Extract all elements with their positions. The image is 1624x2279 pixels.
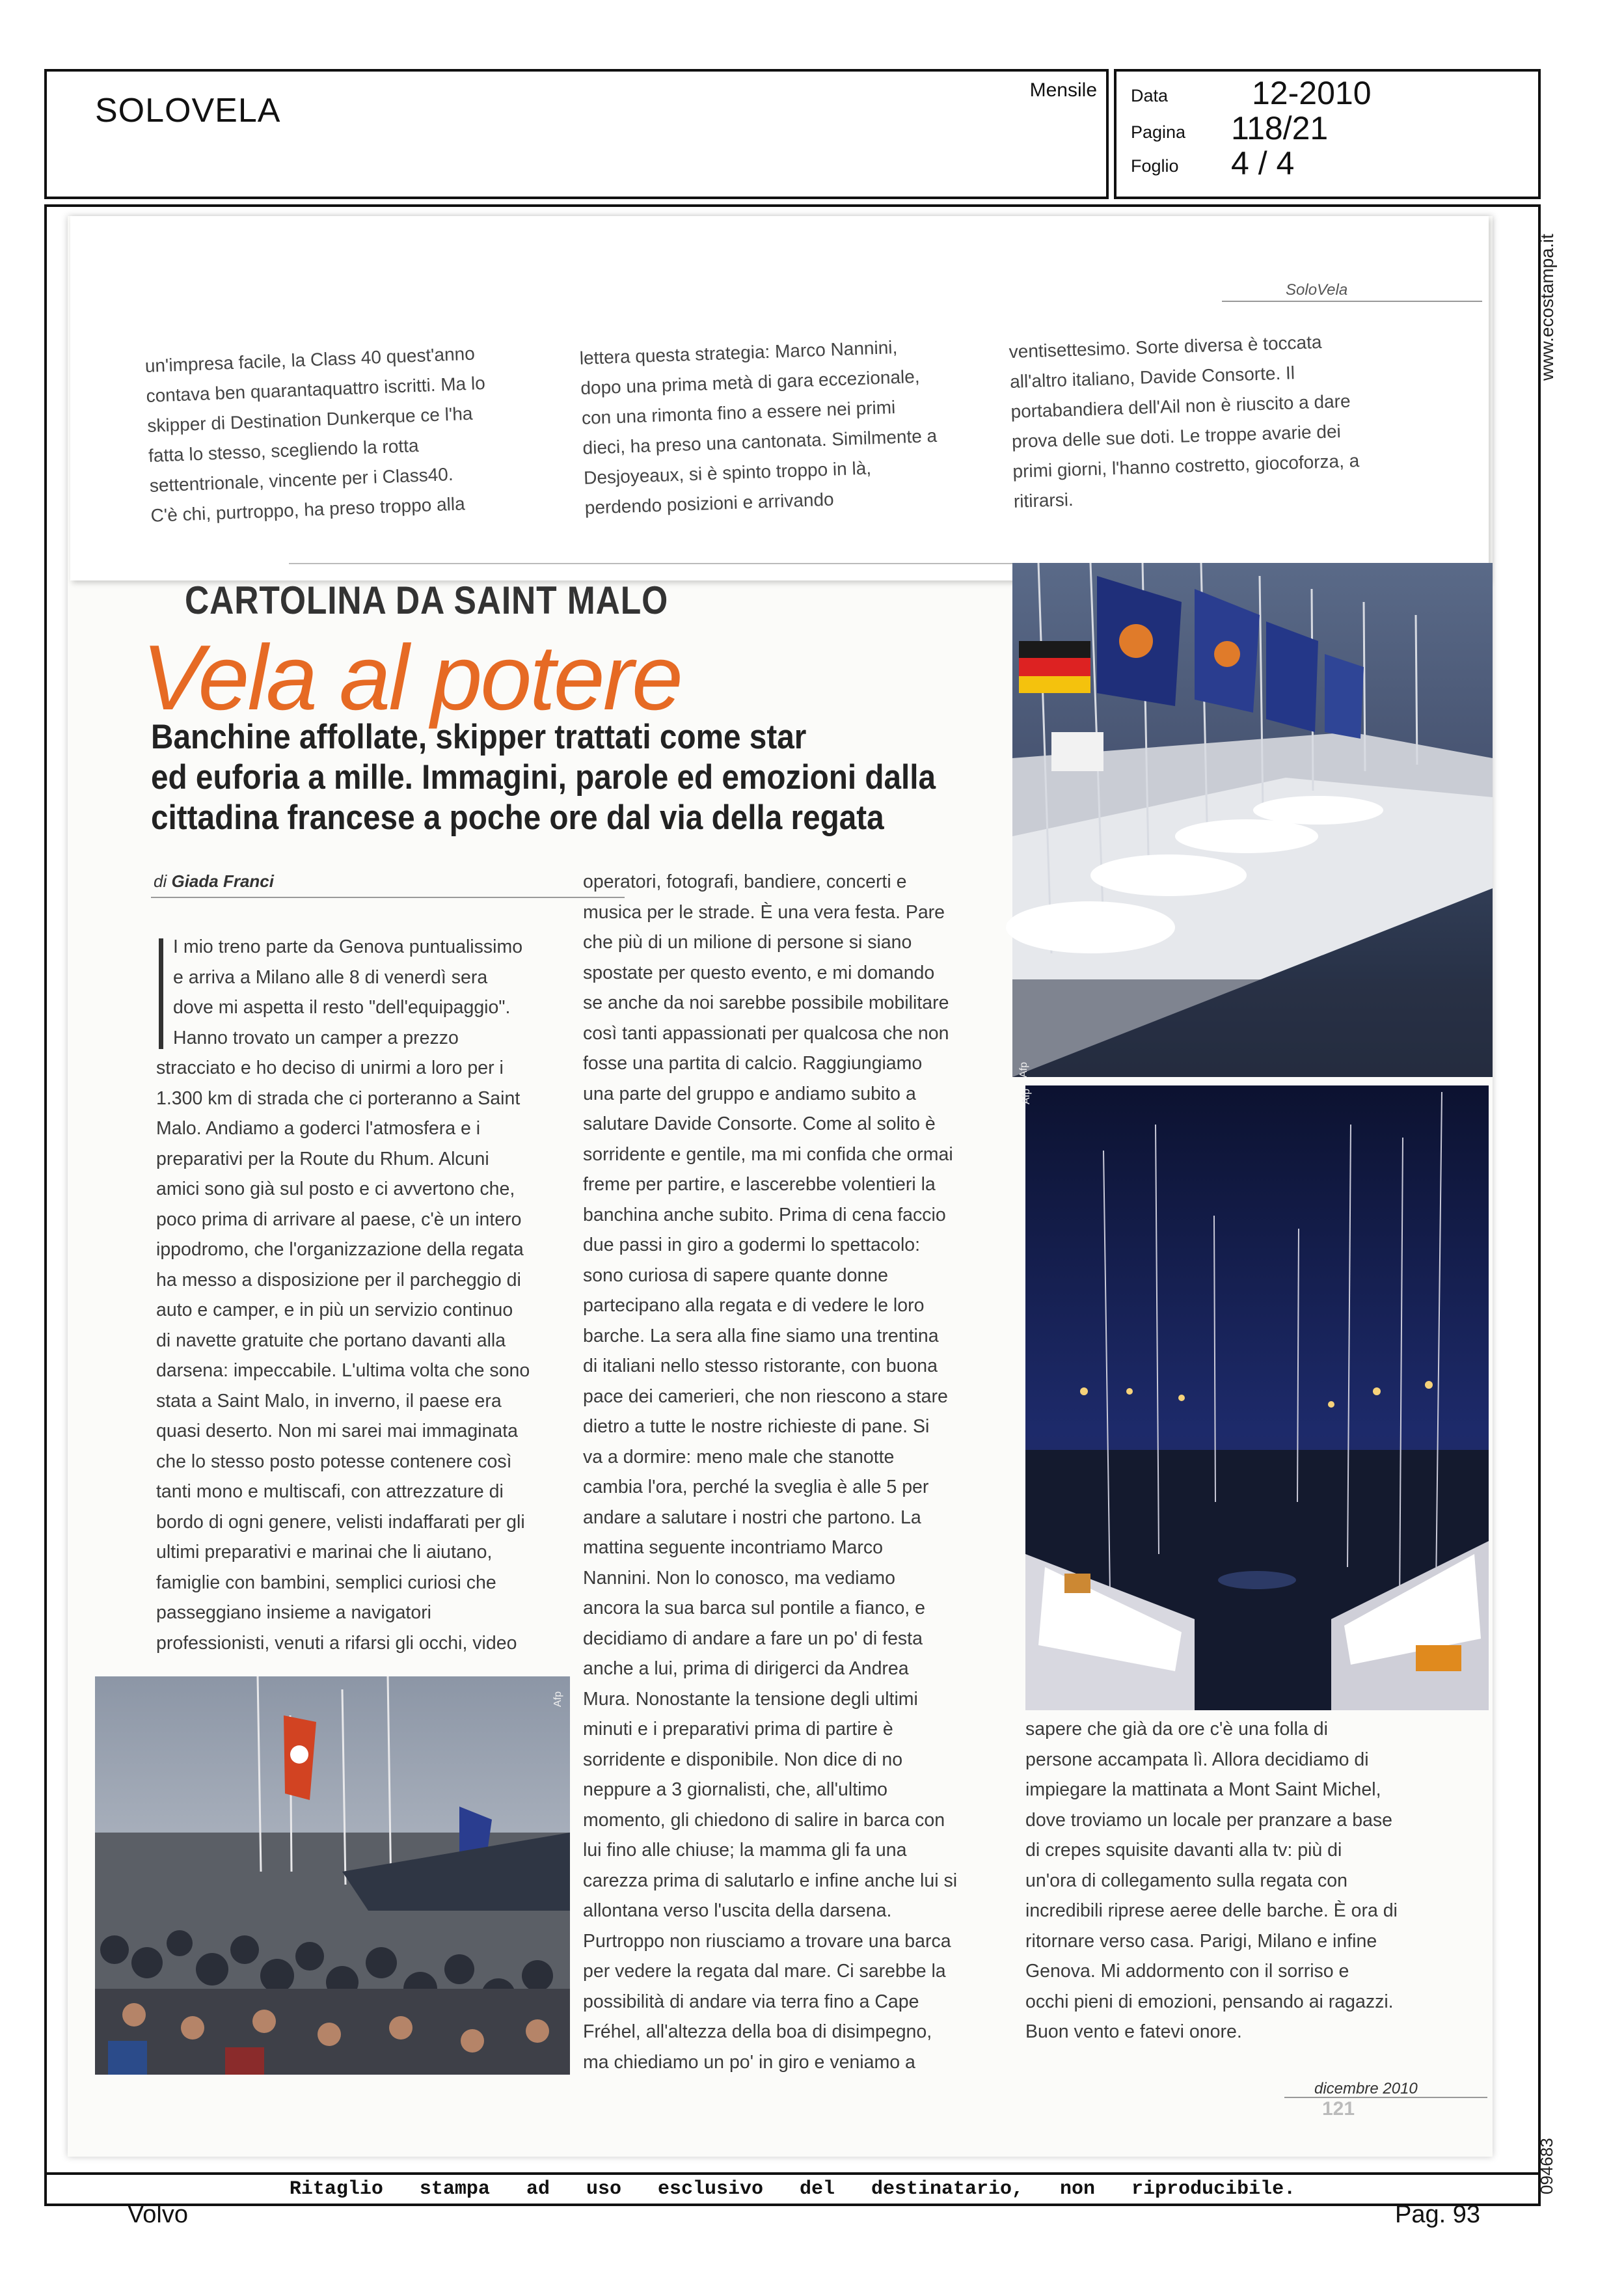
body-line: professionisti, venuti a rifarsi gli occhi, video bbox=[156, 1632, 517, 1654]
pagina-value: 118/21 bbox=[1231, 110, 1329, 146]
article-kicker: CARTOLINA DA SAINT MALO bbox=[185, 579, 669, 622]
body-line: banchina anche subito. Prima di cena faccio bbox=[583, 1204, 946, 1225]
top-column-2: lettera questa strategia: Marco Nannini, dopo una prima metà di gara eccezionale, con una rimonta fino a essere nei primi dieci, ha preso una cantonata. Similmente a Desjoyeaux, si è spinto troppo in là, perdendo posizioni e arrivando bbox=[579, 336, 938, 518]
body-line: Hanno trovato un camper a prezzo bbox=[173, 1027, 459, 1048]
header-publication-box bbox=[44, 69, 1109, 199]
body-line: barche. La sera alla fine siamo una trentina bbox=[583, 1325, 939, 1346]
body-line: che lo stesso posto potesse contenere così bbox=[156, 1451, 512, 1472]
body-column-3 bbox=[1025, 1714, 1481, 2047]
body-line: quasi deserto. Non mi sarei mai immaginata bbox=[156, 1421, 518, 1441]
body-line: di crepes squisite davanti alla tv: più di bbox=[1025, 1840, 1342, 1861]
body-line: che più di un milione di persone si siano bbox=[583, 932, 912, 953]
body-line: carezza prima di salutarlo e infine anche lui si bbox=[583, 1870, 958, 1891]
body-line: I mio treno parte da Genova puntualissimo bbox=[173, 936, 523, 957]
body-line: di navette gratuite che portano davanti alla bbox=[156, 1330, 506, 1351]
photo-night-harbor bbox=[1021, 1085, 1489, 1710]
body-line: pace dei camerieri, che non riescono a stare bbox=[583, 1385, 948, 1407]
body-line: ritornare verso casa. Parigi, Milano e infine bbox=[1025, 1930, 1377, 1952]
body-line: allontana verso l'uscita della darsena. bbox=[583, 1900, 892, 1921]
body-line: momento, gli chiedono di salire in barca con bbox=[583, 1809, 945, 1831]
body-line: mattina seguente incontriamo Marco bbox=[583, 1537, 883, 1558]
body-line: va a dormire: meno male che stanotte bbox=[583, 1446, 895, 1467]
foglio-value: 4 / 4 bbox=[1231, 145, 1295, 182]
publication-name: SOLOVELA bbox=[95, 92, 281, 130]
ecostampa-website: www.ecostampa.it bbox=[1537, 234, 1557, 381]
body-line: possibilità di andare via terra fino a Cape bbox=[583, 1991, 919, 2012]
body-line: sapere che già da ore c'è una folla di bbox=[1025, 1719, 1328, 1740]
body-line: salutare Davide Consorte. Come al solito è bbox=[583, 1113, 936, 1134]
photo-marina-flags bbox=[1012, 563, 1493, 1077]
page-indicator: Pag. 93 bbox=[1395, 2201, 1480, 2228]
body-line: ha messo a disposizione per il parcheggio di bbox=[156, 1269, 521, 1290]
body-line: occhi pieni di emozioni, pensando ai ragazzi. bbox=[1025, 1991, 1394, 2012]
byline-rule bbox=[151, 897, 625, 898]
body-line: Malo. Andiamo a goderci l'atmosfera e i bbox=[156, 1118, 481, 1139]
header-meta-box bbox=[1114, 69, 1541, 199]
previous-article-excerpt bbox=[70, 216, 1489, 580]
body-line: amici sono già sul posto e ci avvertono che, bbox=[156, 1179, 515, 1199]
magazine-page bbox=[68, 216, 1493, 2157]
article-title: Vela al potere bbox=[142, 626, 681, 730]
document-code: 094683 bbox=[1537, 2138, 1556, 2194]
body-line: ancora la sua barca sul pontile a fianco, e bbox=[583, 1598, 925, 1618]
frequency-label: Mensile bbox=[1029, 79, 1097, 101]
body-line: darsena: impeccabile. L'ultima volta che sono bbox=[156, 1360, 530, 1381]
body-line: dove mi aspetta il resto "dell'equipaggio". bbox=[173, 997, 511, 1018]
data-label: Data bbox=[1131, 86, 1169, 105]
pagina-label: Pagina bbox=[1131, 122, 1186, 142]
photo-crowd-dock bbox=[95, 1676, 570, 2075]
body-line: così tanti appassionati per qualcosa che non bbox=[583, 1022, 949, 1044]
body-line: sorridente e disponibile. Non dice di no bbox=[583, 1749, 903, 1770]
photo-credit-3: Afp bbox=[552, 1691, 564, 1708]
body-line: bordo di ogni genere, velisti indaffarati per gli bbox=[156, 1511, 525, 1533]
top-column-3: ventisettesimo. Sorte diversa è toccata all'altro italiano, Davide Consorte. Il portabandiera dell'Ail non è riuscito a dare prova delle sue doti. Le troppe avarie dei primi giorni, l'hanno costretto, giocoforza, a ritirarsi. bbox=[1008, 331, 1360, 512]
body-line: operatori, fotografi, bandiere, concerti e bbox=[583, 871, 907, 892]
body-line: cambia l'ora, perché la sveglia è alle 5 per bbox=[583, 1477, 929, 1497]
data-value: 12-2010 bbox=[1252, 75, 1372, 111]
photo-credit-1: Afp bbox=[1018, 1061, 1030, 1078]
body-line: di italiani nello stesso ristorante, con buona bbox=[583, 1356, 938, 1376]
body-line: ippodromo, che l'organizzazione della regata bbox=[156, 1239, 524, 1260]
body-line: una parte del gruppo e andiamo subito a bbox=[583, 1083, 916, 1104]
page-date: dicembre 2010 bbox=[1314, 2080, 1418, 2097]
body-line: Nannini. Non lo conosco, ma vediamo bbox=[583, 1567, 896, 1589]
foglio-label: Foglio bbox=[1131, 156, 1179, 176]
body-line: fosse una partita di calcio. Raggiungiamo bbox=[583, 1053, 923, 1074]
body-line: un'ora di collegamento sulla regata con bbox=[1025, 1870, 1348, 1891]
body-line: ultimi preparativi e marinai che li aiutano, bbox=[156, 1542, 493, 1563]
body-line: due passi in giro a godermi lo spettacolo: bbox=[583, 1235, 921, 1255]
photo-credit-2: Afp bbox=[1021, 1088, 1033, 1105]
body-line: poco prima di arrivare al paese, c'è un intero bbox=[156, 1208, 522, 1230]
body-line: auto e camper, e in più un servizio continuo bbox=[156, 1300, 513, 1320]
body-line: se anche da noi sarebbe possibile mobilitare bbox=[583, 992, 949, 1013]
body-line: famiglie con bambini, semplici curiosi che bbox=[156, 1572, 496, 1593]
body-line: tanti mono e multiscafi, con attrezzature di bbox=[156, 1481, 504, 1502]
article-subtitle: Banchine affollate, skipper trattati come star ed euforia a mille. Immagini, parole ed emozioni dalla cittadina francese a poche ore dal via della regata bbox=[151, 718, 936, 837]
body-line: incredibili riprese aeree delle barche. È ora di bbox=[1025, 1900, 1398, 1921]
body-line: stata a Saint Malo, in inverno, il paese era bbox=[156, 1390, 502, 1412]
body-column-1 bbox=[156, 932, 625, 1658]
body-line: impiegare la mattinata a Mont Saint Michel, bbox=[1025, 1779, 1381, 1800]
body-line: musica per le strade. È una vera festa. Pare bbox=[583, 901, 945, 923]
body-column-2 bbox=[583, 867, 1051, 2077]
body-line: per vedere la regata dal mare. Ci sarebbe la bbox=[583, 1961, 946, 1982]
body-line: persone accampata lì. Allora decidiamo di bbox=[1025, 1749, 1369, 1770]
body-line: anche a lui, prima di dirigerci da Andrea bbox=[583, 1658, 909, 1679]
body-line: neppure a 3 giornalisti, che, all'ultimo bbox=[583, 1779, 888, 1800]
body-line: decidiamo di andare a fare un po' di festa bbox=[583, 1628, 923, 1649]
body-line: preparativi per la Route du Rhum. Alcuni bbox=[156, 1148, 489, 1169]
body-line: sorridente e gentile, ma mi confida che ormai bbox=[583, 1143, 953, 1165]
body-line: Fréhel, all'altezza della boa di disimpegno, bbox=[583, 2021, 932, 2042]
body-line: partecipano alla regata e di vedere le loro bbox=[583, 1295, 925, 1316]
body-line: Mura. Nonostante la tensione degli ultimi bbox=[583, 1688, 918, 1710]
body-line: Buon vento e fatevi onore. bbox=[1025, 2021, 1242, 2042]
author-name: Giada Franci bbox=[171, 871, 274, 891]
body-line: freme per partire, e lascerebbe volentieri la bbox=[583, 1174, 936, 1195]
body-line: andare a salutare i nostri che partono. La bbox=[583, 1507, 921, 1528]
body-line: spostate per questo evento, e mi domando bbox=[583, 962, 935, 983]
body-line: minuti e i preparativi prima di partire è bbox=[583, 1719, 893, 1740]
body-line: e arriva a Milano alle 8 di venerdì sera bbox=[173, 966, 488, 988]
body-line: ma chiediamo un po' in giro e veniamo a bbox=[583, 2051, 915, 2073]
body-line: dietro a tutte le nostre richieste di pane. Si bbox=[583, 1416, 930, 1437]
body-line: Purtroppo non riusciamo a trovare una barca bbox=[583, 1930, 951, 1952]
body-line: 1.300 km di strada che ci porteranno a Saint bbox=[156, 1087, 521, 1109]
body-line: dove troviamo un locale per pranzare a base bbox=[1025, 1809, 1393, 1831]
clipping-disclaimer: Ritaglio stampa ad uso esclusivo del destinatario, non riproducibile. bbox=[47, 2172, 1538, 2204]
body-line: sono curiosa di sapere quante donne bbox=[583, 1264, 889, 1286]
body-line: Genova. Mi addormento con il sorriso e bbox=[1025, 1961, 1349, 1982]
section-tag: SoloVela bbox=[1286, 281, 1348, 299]
client-name: Volvo bbox=[128, 2201, 188, 2228]
top-column-1: un'impresa facile, la Class 40 quest'anno contava ben quarantaquattro iscritti. Ma lo skipper di Destination Dunkerque ce l'ha fatta lo stesso, scegliendo la rotta settentrionale, vincente per i Class40. C'è chi, purtroppo, ha preso troppo alla bbox=[144, 343, 486, 526]
page-number: 121 bbox=[1322, 2098, 1355, 2120]
section-rule bbox=[1222, 301, 1482, 302]
byline: di Giada Franci bbox=[154, 871, 274, 891]
body-line: stracciato e ho deciso di unirmi a loro per i bbox=[156, 1058, 504, 1078]
body-line: passeggiano insieme a navigatori bbox=[156, 1602, 432, 1623]
body-line: lui fino alle chiuse; la mamma gli fa una bbox=[583, 1840, 907, 1861]
